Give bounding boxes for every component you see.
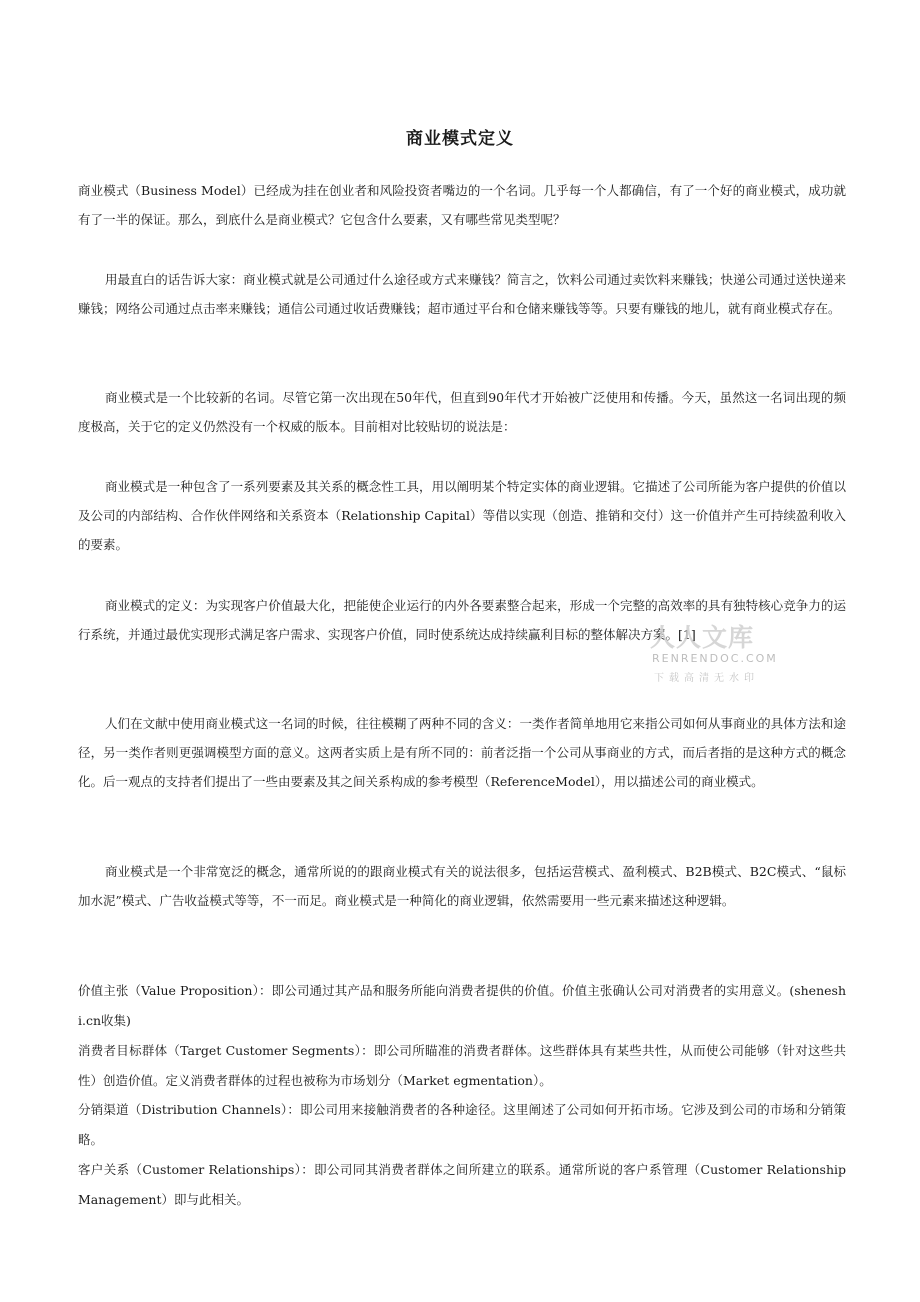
paragraph-concept-tool: 商业模式是一种包含了一系列要素及其关系的概念性工具，用以阐明某个特定实体的商业逻辑。它描述了公司所能为客户提供的价值以及公司的内部结构、合作伙伴网络和关系资本（Relationship Capital）等借以实现（创造、推销和交付）这一价值并产生可持续盈利收入的要素。 xyxy=(78,479,846,552)
page-title: 商业模式定义 xyxy=(406,129,514,149)
paragraph-intro: 商业模式（Business Model）已经成为挂在创业者和风险投资者嘴边的一个名词。几乎每一个人都确信，有了一个好的商业模式，成功就有了一半的保证。那么，到底什么是商业模式？它包含什么要素，又有哪些常见类型呢？ xyxy=(78,183,846,227)
paragraph-broad-concept: 商业模式是一个非常宽泛的概念，通常所说的的跟商业模式有关的说法很多，包括运营模式、盈利模式、B2B模式、B2C模式、“鼠标加水泥”模式、广告收益模式等等，不一而足。商业模式是一种简化的商业逻辑，依然需要用一些元素来描述这种逻辑。 xyxy=(78,864,846,908)
paragraph-definition: 商业模式的定义：为实现客户价值最大化，把能使企业运行的内外各要素整合起来，形成一个完整的高效率的具有独特核心竞争力的运行系统，并通过最优实现形式满足客户需求、实现客户价值，同时使系统达成持续赢利目标的整体解决方案。[1] xyxy=(78,598,846,642)
definition-distribution-channels: 分销渠道（Distribution Channels）：即公司用来接触消费者的各种途径。这里阐述了公司如何开拓市场。它涉及到公司的市场和分销策略。 xyxy=(78,1102,846,1147)
definition-value-proposition: 价值主张（Value Proposition）：即公司通过其产品和服务所能向消费者提供的价值。价值主张确认公司对消费者的实用意义。(sheneshi.cn收集) xyxy=(78,983,846,1028)
paragraph-history: 商业模式是一个比较新的名词。尽管它第一次出现在50年代，但直到90年代才开始被广泛使用和传播。今天，虽然这一名词出现的频度极高，关于它的定义仍然没有一个权威的版本。目前相对比较贴切的说法是： xyxy=(78,390,846,434)
paragraph-two-meanings: 人们在文献中使用商业模式这一名词的时候，往往模糊了两种不同的含义：一类作者简单地用它来指公司如何从事商业的具体方法和途径，另一类作者则更强调模型方面的意义。这两者实质上是有所不同的：前者泛指一个公司从事商业的方式，而后者指的是这种方式的概念化。后一观点的支持者们提出了一些由要素及其之间关系构成的参考模型（ReferenceModel），用以描述公司的商业模式。 xyxy=(78,716,846,789)
watermark-tagline: 下载高清无水印 xyxy=(654,673,759,684)
watermark-brand-cn: 人人文库 xyxy=(650,623,755,652)
definition-target-customers: 消费者目标群体（Target Customer Segments）：即公司所瞄准的消费者群体。这些群体具有某些共性，从而使公司能够（针对这些共性）创造价值。定义消费者群体的过程也被称为市场划分（Market egmentation）。 xyxy=(78,1043,846,1088)
watermark-brand-en: RENRENDOC.COM xyxy=(652,652,778,665)
paragraph-plain-explanation: 用最直白的话告诉大家：商业模式就是公司通过什么途径或方式来赚钱？简言之，饮料公司通过卖饮料来赚钱；快递公司通过送快递来赚钱；网络公司通过点击率来赚钱；通信公司通过收话费赚钱；超市通过平台和仓储来赚钱等等。只要有赚钱的地儿，就有商业模式存在。 xyxy=(78,272,846,316)
definition-customer-relationships: 客户关系（Customer Relationships）：即公司同其消费者群体之间所建立的联系。通常所说的客户系管理（Customer Relationship Management）即与此相关。 xyxy=(78,1162,846,1207)
